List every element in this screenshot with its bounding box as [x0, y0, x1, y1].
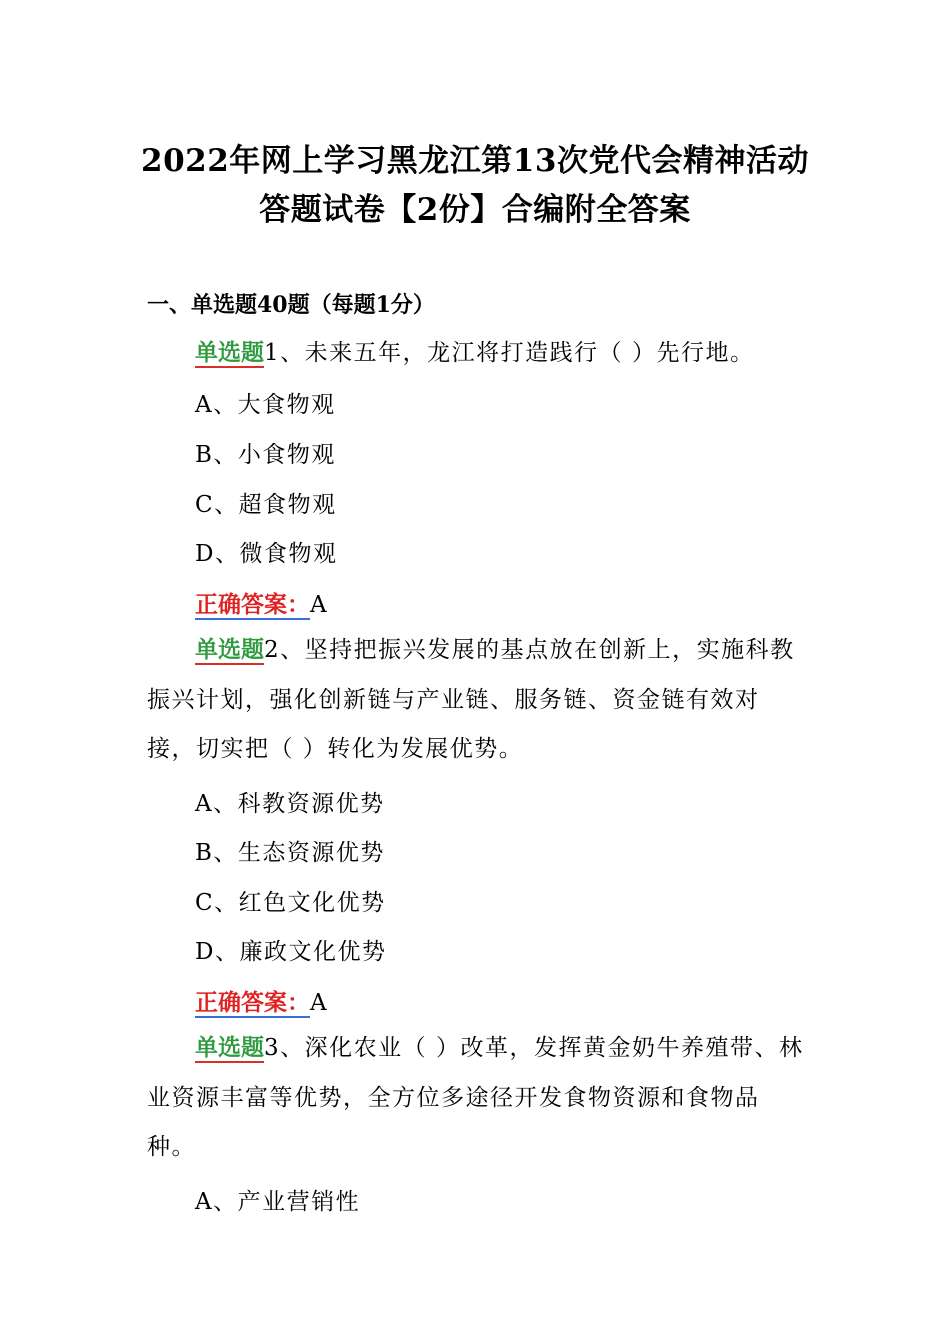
question-3	[147, 1023, 807, 1173]
answer-value: A	[310, 592, 327, 618]
answer-line	[195, 984, 327, 1017]
question-tag: 单选题	[195, 1034, 264, 1061]
option-d: D、廉政文化优势	[195, 939, 387, 965]
option-a: A、科教资源优势	[195, 791, 385, 817]
answer-value: A	[310, 990, 327, 1016]
option-a: A、大食物观	[195, 392, 336, 418]
question-1	[147, 328, 807, 379]
option-a: A、产业营销性	[195, 1189, 361, 1215]
option-c: C、超食物观	[195, 492, 337, 518]
option-b: B、生态资源优势	[195, 840, 385, 866]
question-tag: 单选题	[195, 339, 264, 366]
question-text: 2、坚持把振兴发展的基点放在创新上，实施科教振兴计划，强化创新链与产业链、服务链、资金链有效对接，切实把（ ）转化为发展优势。	[147, 637, 795, 762]
answer-label: 正确答案：	[195, 989, 310, 1016]
option-b: B、小食物观	[195, 442, 336, 468]
answer-line	[195, 586, 327, 619]
question-2	[147, 625, 807, 775]
answer-label: 正确答案：	[195, 591, 310, 618]
question-text: 3、深化农业（ ）改革，发挥黄金奶牛养殖带、林业资源丰富等优势，全方位多途径开发食物资源和食物品种。	[147, 1035, 804, 1160]
document-title-line-1: 2022年网上学习黑龙江第13次党代会精神活动	[141, 143, 809, 179]
question-text: 1、未来五年，龙江将打造践行（ ）先行地。	[264, 340, 755, 366]
question-tag: 单选题	[195, 636, 264, 663]
document-title-line-2: 答题试卷【2份】合编附全答案	[259, 192, 691, 228]
option-c: C、红色文化优势	[195, 890, 386, 916]
section-heading: 一、单选题40题（每题1分）	[147, 292, 435, 318]
option-d: D、微食物观	[195, 541, 338, 567]
